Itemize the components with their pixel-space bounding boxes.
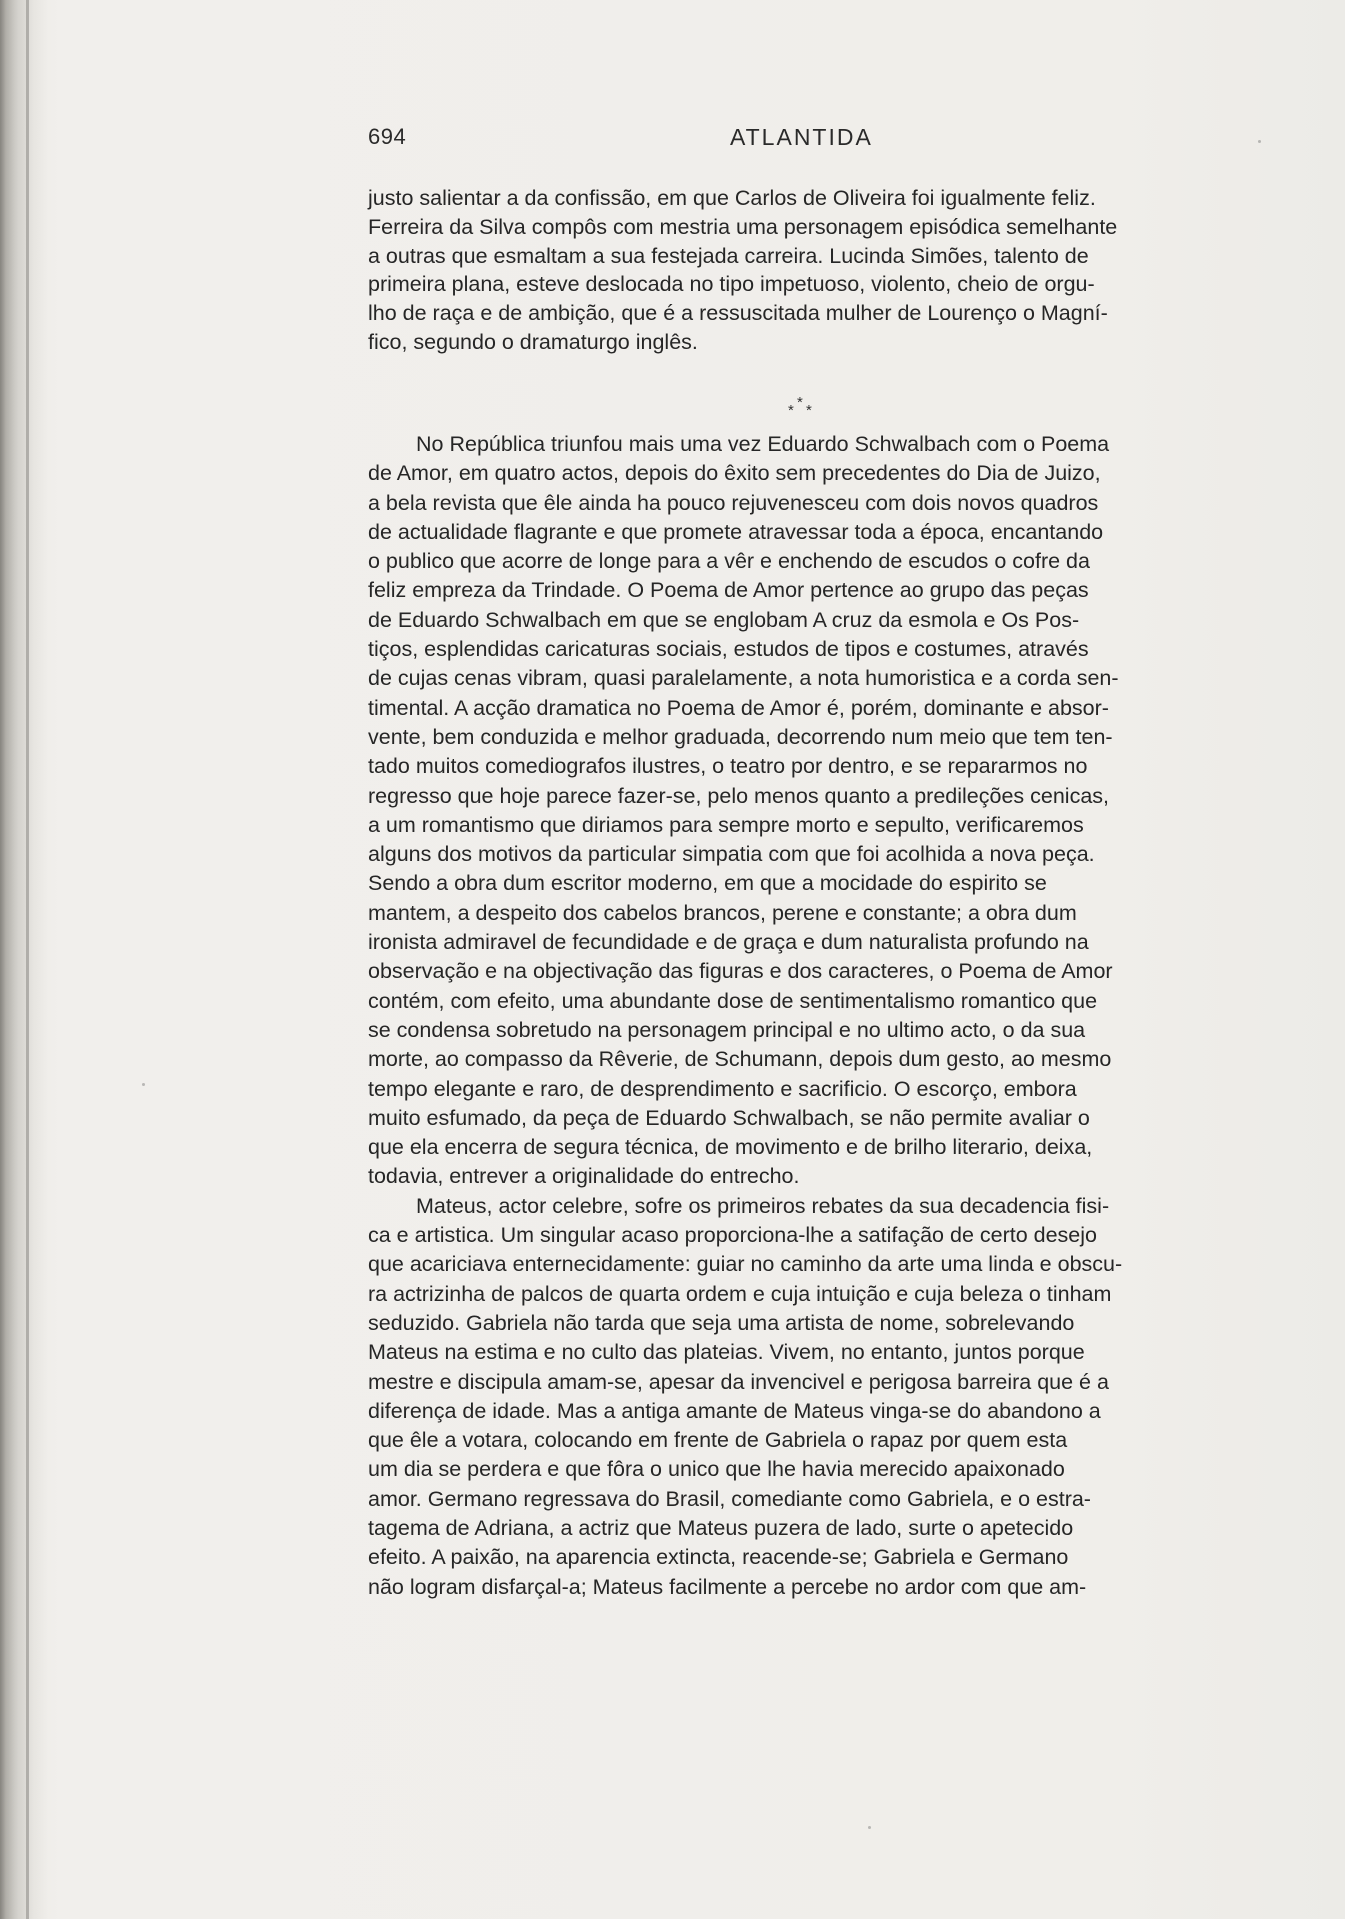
page-number: 694	[368, 124, 407, 149]
paper-speck	[868, 1826, 871, 1829]
text-line: diferença de idade. Mas a antiga amante de Mateus vinga-se do abandono a	[368, 1398, 1101, 1423]
text-line: mestre e discipula amam-se, apesar da invencivel e perigosa barreira que é a	[368, 1369, 1109, 1394]
text-line: de cujas cenas vibram, quasi paralelamente, a nota humoristica e a corda sen-	[368, 666, 1119, 691]
text-line: a bela revista que êle ainda ha pouco rejuvenesceu com dois novos quadros	[368, 490, 1099, 515]
asterism-star: *	[806, 402, 812, 419]
text-line: tado muitos comediografos ilustres, o teatro por dentro, e se repararmos no	[368, 754, 1088, 779]
text-line: lho de raça e de ambição, que é a ressuscitada mulher de Lourenço o Magní-	[368, 301, 1108, 325]
text-line: um dia se perdera e que fôra o unico que lhe havia merecido apaixonado	[368, 1457, 1065, 1482]
text-line: No República triunfou mais uma vez Eduardo Schwalbach com o Poema	[416, 432, 1110, 456]
text-line: Sendo a obra dum escritor moderno, em que a mocidade do espirito se	[368, 871, 1047, 896]
text-line: todavia, entrever a originalidade do entrecho.	[368, 1164, 800, 1189]
text-line: Mateus, actor celebre, sofre os primeiros rebates da sua decadencia fisi-	[416, 1193, 1110, 1218]
text-line: seduzido. Gabriela não tarda que seja uma artista de nome, sobrelevando	[368, 1310, 1075, 1335]
text-line: ra actrizinha de palcos de quarta ordem e cuja intuição e cuja beleza o tinham	[368, 1281, 1112, 1306]
text-line: primeira plana, esteve deslocada no tipo impetuoso, violento, cheio de orgu-	[368, 272, 1095, 297]
text-line: alguns dos motivos da particular simpatia com que foi acolhida a nova peça.	[368, 842, 1095, 867]
asterism-star: *	[797, 394, 803, 411]
text-line: muito esfumado, da peça de Eduardo Schwalbach, se não permite avaliar o	[368, 1105, 1090, 1130]
text-line: amor. Germano regressava do Brasil, comediante como Gabriela, e o estra-	[368, 1486, 1091, 1511]
running-header	[368, 124, 1242, 160]
paper-speck	[142, 1083, 145, 1086]
text-line: Mateus na estima e no culto das plateias. Vivem, no entanto, juntos porque	[368, 1340, 1085, 1365]
text-line: o publico que acorre de longe para a vêr e enchendo de escudos o cofre da	[368, 549, 1090, 574]
text-line: mantem, a despeito dos cabelos brancos, perene e constante; a obra dum	[368, 900, 1077, 925]
text-line: não logram disfarçal-a; Mateus facilmente a percebe no ardor com que am-	[368, 1574, 1087, 1599]
text-line: regresso que hoje parece fazer-se, pelo menos quanto a predileções cenicas,	[368, 783, 1110, 808]
text-line: de Amor, em quatro actos, depois do êxito sem precedentes do Dia de Juizo,	[368, 461, 1101, 486]
text-line: tiços, esplendidas caricaturas sociais, estudos de tipos e costumes, através	[368, 637, 1089, 662]
text-line: fico, segundo o dramaturgo inglês.	[368, 329, 698, 354]
text-line: feliz empreza da Trindade. O Poema de Amor pertence ao grupo das peças	[368, 578, 1089, 603]
section-break-asterism	[782, 394, 822, 418]
text-line: observação e na objectivação das figuras e dos caracteres, o Poema de Amor	[368, 959, 1113, 984]
text-line: que ela encerra de segura técnica, de movimento e de brilho literario, deixa,	[368, 1135, 1093, 1160]
asterism-star: *	[788, 402, 794, 419]
text-line: a um romantismo que diriamos para sempre morto e sepulto, verificaremos	[368, 812, 1084, 837]
text-line: tagema de Adriana, a actriz que Mateus puzera de lado, surte o apetecido	[368, 1515, 1074, 1540]
text-line: contém, com efeito, uma abundante dose de sentimentalismo romantico que	[368, 988, 1098, 1013]
body-text	[368, 430, 1242, 1602]
text-line: que acariciava enternecidamente: guiar no caminho da arte uma linda e obscu-	[368, 1252, 1123, 1277]
text-line: a outras que esmaltam a sua festejada carreira. Lucinda Simões, talento de	[368, 243, 1089, 268]
text-line: morte, ao compasso da Rêverie, de Schumann, depois dum gesto, ao mesmo	[368, 1047, 1112, 1072]
binding-edge	[26, 0, 29, 1919]
text-line: timental. A acção dramatica no Poema de Amor é, porém, dominante e absor-	[368, 695, 1109, 720]
text-line: de Eduardo Schwalbach em que se englobam A cruz da esmola e Os Pos-	[368, 607, 1080, 632]
paper-speck	[1258, 140, 1261, 143]
text-line: se condensa sobretudo na personagem principal e no ultimo acto, o da sua	[368, 1017, 1086, 1042]
journal-title: ATLANTIDA	[730, 124, 873, 150]
binding-shadow	[0, 0, 48, 1919]
text-line: de actualidade flagrante e que promete atravessar toda a época, encantando	[368, 519, 1104, 544]
text-line: efeito. A paixão, na aparencia extincta, reacende-se; Gabriela e Germano	[368, 1545, 1069, 1570]
paragraph-1	[368, 184, 1242, 357]
text-line: ca e artistica. Um singular acaso proporciona-lhe a satifação de certo desejo	[368, 1223, 1097, 1248]
text-line: justo salientar a da confissão, em que Carlos de Oliveira foi igualmente feliz.	[368, 186, 1096, 210]
text-line: Ferreira da Silva compôs com mestria uma personagem episódica semelhante	[368, 214, 1118, 239]
text-line: vente, bem conduzida e melhor graduada, decorrendo num meio que tem ten-	[368, 724, 1113, 749]
text-line: tempo elegante e raro, de desprendimento e sacrificio. O escorço, embora	[368, 1076, 1077, 1101]
text-line: ironista admiravel de fecundidade e de graça e dum naturalista profundo na	[368, 930, 1089, 955]
text-line: que êle a votara, colocando em frente de Gabriela o rapaz por quem esta	[368, 1428, 1068, 1453]
